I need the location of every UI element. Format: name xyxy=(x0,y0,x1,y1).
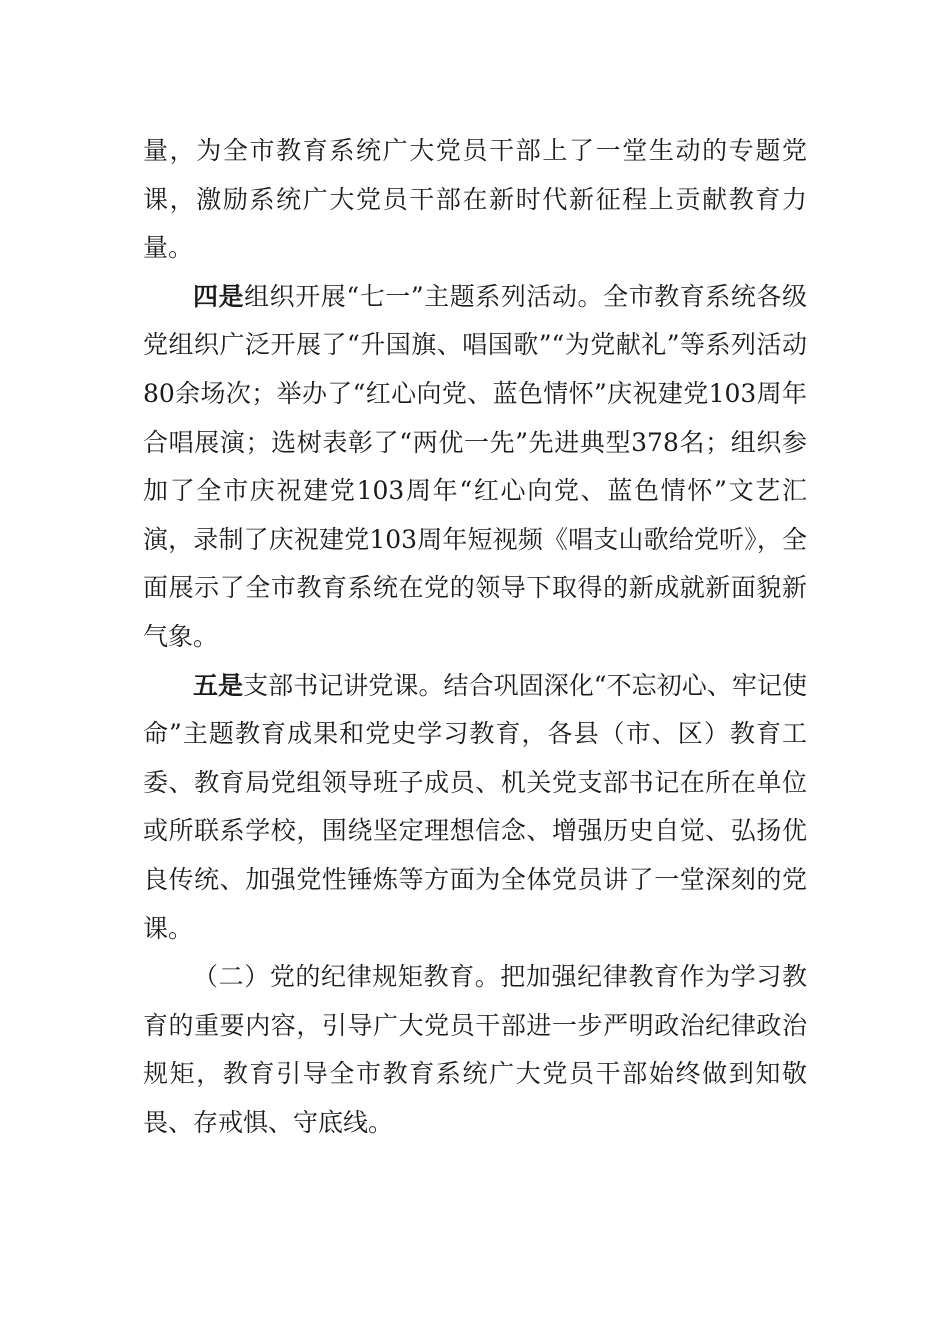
document-body xyxy=(143,127,807,1147)
paragraph-text: 量，为全市教育系统广大党员干部上了一堂生动的专题党课，激励系统广大党员干部在新时代新征程上贡献教育力量。 xyxy=(143,136,807,263)
paragraph-text: （二）党的纪律规矩教育。把加强纪律教育作为学习教育的重要内容，引导广大党员干部进一步严明政治纪律政治规矩，教育引导全市教育系统广大党员干部始终做到知敬畏、存戒惧、守底线。 xyxy=(143,962,807,1137)
paragraph-section-two xyxy=(143,953,807,1147)
paragraph-text: 组织开展“七一”主题系列活动。全市教育系统各级党组织广泛开展了“升国旗、唱国歌”“为党献礼”等系列活动80余场次；举办了“红心向党、蓝色情怀”庆祝建党103周年合唱展演；选树表彰了“两优一先”先进典型378名；组织参加了全市庆祝建党103周年“红心向党、蓝色情怀”文艺汇演，录制了庆祝建党103周年短视频《唱支山歌给党听》，全面展示了全市教育系统在党的领导下取得的新成就新面貌新气象。 xyxy=(143,281,807,651)
paragraph-lead: 四是 xyxy=(193,281,245,311)
paragraph-item-five xyxy=(143,662,807,954)
paragraph-lead: 五是 xyxy=(193,670,244,700)
paragraph-continuation xyxy=(143,127,807,273)
paragraph-text: 支部书记讲党课。结合巩固深化“不忘初心、牢记使命”主题教育成果和党史学习教育，各县（市、区）教育工委、教育局党组领导班子成员、机关党支部书记在所在单位或所联系学校，围绕坚定理想信念、增强历史自觉、弘扬优良传统、加强党性锤炼等方面为全体党员讲了一堂深刻的党课。 xyxy=(143,670,807,943)
paragraph-item-four xyxy=(143,273,807,662)
